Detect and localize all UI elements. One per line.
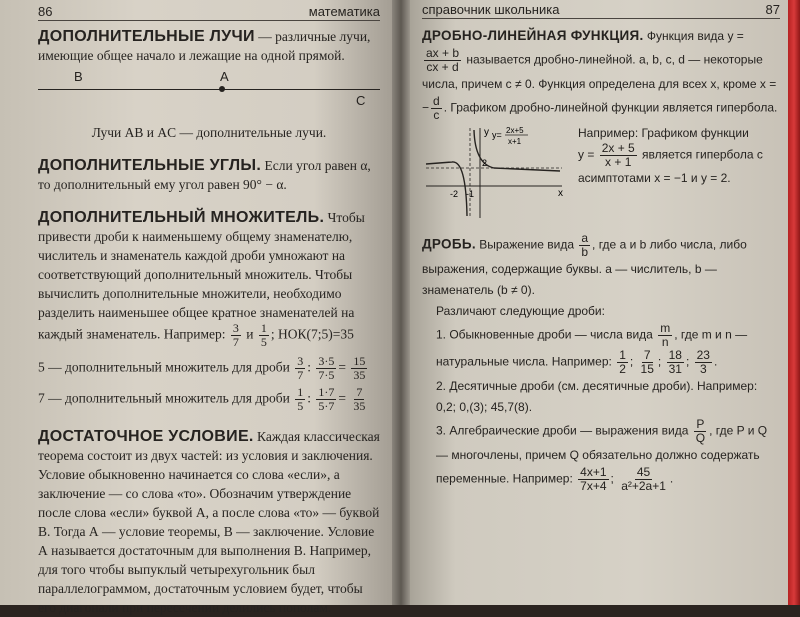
left-page — [0, 0, 392, 615]
hyperbola-example-text: Например: Графиком функции y = $\frac{2x + 5}{x + 1}$ является гипербола с асимптотами x = −1 и y = 2. — [578, 126, 763, 185]
entry-fraction: ДРОБЬ. Выражение вида $\frac{a}{b}$ , где a и b либо числа, либо выражения, содержащие буквы. a — числитель, b — знаменатель (b ≠ 0). Различают следующие дроби: 1. Обыкновенные дроби — числа вида $\frac{m}{n}$ , где m и n — натуральные числа. Например: $\frac{1}{2}$ ; $\frac{7}{15}$ ; $\frac{18}{31}$ ; $\frac{23}{3}$ . 2. Десятичные дроби (см. десятичные дроби). Например: 0,2; 0,(3); 45,7(8). 3. Алгебраические дроби — выражения вида $\frac{P}{Q}$ , где P и Q — многочлены, причем Q обязательно должно содержать переменные. Например: $\frac{4x+1}{7x+4}$ ; $\frac{45}{\text{a²+2a+1}}$ . — [422, 232, 780, 493]
general-formula-fraction: $\frac{ax + b}{cx + d}$ — [426, 46, 460, 74]
svg-text:2x+5: 2x+5 — [506, 126, 524, 135]
hyperbola-graph — [422, 124, 570, 222]
and-word: и — [246, 326, 254, 342]
rays-figure — [38, 67, 380, 111]
term-additional-factor: ДОПОЛНИТЕЛЬНЫЙ МНОЖИТЕЛЬ. — [38, 209, 325, 226]
term-complementary-rays: ДОПОЛНИТЕЛЬНЫЕ ЛУЧИ — [38, 28, 255, 45]
term-fraction: ДРОБЬ. — [422, 236, 476, 252]
left-running-head — [38, 4, 380, 21]
point-label-b: B — [74, 69, 83, 84]
left-page-number: 86 — [38, 4, 53, 19]
lcm-text: ; НОК(7;5)=35 — [270, 326, 354, 342]
term-linear-fractional: ДРОБНО-ЛИНЕЙНАЯ ФУНКЦИЯ. — [422, 28, 644, 43]
definition-complementary-angles: Если угол равен α, то дополнительный ему угол равен 90° − α. — [38, 158, 371, 192]
term-sufficient-condition: ДОСТАТОЧНОЕ УСЛОВИЕ. — [38, 428, 254, 445]
ray-origin-point — [219, 86, 225, 92]
red-book-edge — [788, 0, 800, 605]
right-running-head — [422, 2, 780, 19]
ray-line — [38, 89, 380, 90]
term-complementary-angles: ДОПОЛНИТЕЛЬНЫЕ УГЛЫ. — [38, 157, 262, 174]
kind-algebraic-fractions: 3. Алгебраические дроби — выражения вида $\frac{P}{Q}$ , где P и Q — многочлены, причем Q обязательно должно содержать переменные. Например: $\frac{4x+1}{7x+4}$ ; $\frac{45}{\text{a²+2a+1}}$ . — [436, 417, 768, 493]
point-label-c: C — [356, 93, 366, 108]
hyperbola-example — [422, 124, 780, 222]
entry-additional-factor — [38, 208, 380, 413]
tick-neg1: -1 — [466, 189, 475, 199]
factor-line-5: 5 — дополнительный множитель для дроби $\frac{3}{7}$ : $\frac{3\cdot 5}{7\cdot 5}$ = $\frac{15}{35}$ — [38, 354, 366, 382]
factor-line-7: 7 — дополнительный множитель для дроби $\frac{1}{5}$ : $\frac{1\cdot 7}{5\cdot 7}$ = $\frac{7}{35}$ — [38, 385, 366, 413]
right-page-number: 87 — [765, 2, 780, 17]
entry-sufficient-condition — [38, 427, 380, 617]
right-running-title: справочник школьника — [422, 2, 560, 17]
entry-complementary-angles — [38, 156, 380, 194]
left-running-title: математика — [308, 4, 380, 19]
point-label-a: A — [220, 69, 229, 84]
right-page — [410, 0, 788, 605]
hyperbola-branch-left — [426, 162, 467, 216]
fraction-example-2: $\frac{1}{5}$ — [260, 321, 267, 349]
kind-common-fractions: 1. Обыкновенные дроби — числа вида $\frac{m}{n}$ , где m и n — натуральные числа. Например: $\frac{1}{2}$ ; $\frac{7}{15}$ ; $\frac{18}{31}$ ; $\frac{23}{3}$ . — [436, 321, 748, 376]
rays-caption: Лучи AB и AC — дополнительные лучи. — [91, 125, 327, 140]
definition-sufficient-condition: Каждая классическая теорема состоит из двух частей: из условия и заключения. Условие обыкновенно начинается со слова «если», а заключение — со слова «то». Обозначим утверждение после слова «если» буквой А, а после слова «то» — буквой В. Тогда А — условие теоремы, В — заключение. Условие А называется достаточным для выполнения В. Например, для того чтобы выпуклый четырехугольник был параллелограммом, достаточным условием будет, чтобы его диагонали при пересечении делились пополам. — [38, 429, 380, 615]
tick-neg2: -2 — [450, 189, 459, 199]
fraction-kinds-intro: Различают следующие дроби: — [436, 304, 605, 318]
book-gutter — [392, 0, 410, 605]
definition-additional-factor: Чтобы привести дроби к наименьшему общему знаменателю, числитель и знаменатель каждой дроби умножают на соответствующий дополнительный множитель. Чтобы вычислить дополнительные множители, необходимо разделить наименьшее общее кратное знаменателей на каждый знаменатель. Например: — [38, 210, 365, 342]
kind-decimal-fractions: 2. Десятичные дроби (см. десятичные дроби). Например: 0,2; 0,(3); 45,7(8). — [436, 379, 758, 414]
entry-complementary-rays — [38, 27, 380, 142]
fraction-example-1: $\frac{3}{7}$ — [232, 321, 239, 349]
tick-2: 2 — [482, 158, 488, 168]
excluded-x-fraction: $\frac{d}{c}$ — [433, 94, 440, 122]
x-axis-label: x — [558, 188, 563, 199]
svg-text:x+1: x+1 — [508, 137, 522, 146]
svg-text:y=: y= — [492, 130, 502, 140]
y-axis-label: y — [484, 127, 489, 138]
entry-linear-fractional-function: ДРОБНО-ЛИНЕЙНАЯ ФУНКЦИЯ. Функция вида y = $\frac{ax + b}{cx + d}$ называется дробно-линейной. a, b, c, d — некоторые числа, причем c ≠ 0. Функция определена для всех x, кроме x = − $\frac{d}{c}$ . Графиком дробно-линейной функции является гипербола. — [422, 28, 778, 122]
definition-complementary-rays: — различные лучи, имеющие общее начало и лежащие на одной прямой. — [38, 29, 371, 63]
